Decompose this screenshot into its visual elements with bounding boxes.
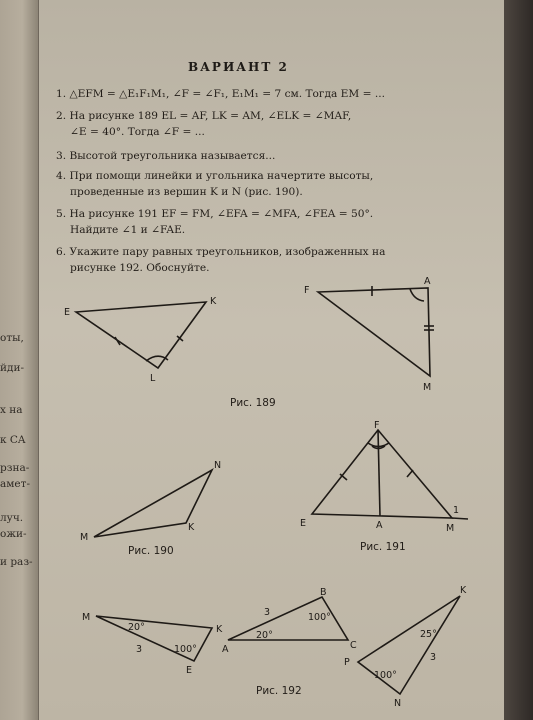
variant-title: ВАРИАНТ 2 [188,60,289,74]
task-text: На рисунке 189 EL = AF, LK = AM, ∠ELK = ∠MAF, [69,110,352,122]
left-fragment: ожи- [0,528,27,540]
angle-100: 100° [174,644,197,655]
left-fragment: х на [0,404,23,416]
label-A: A [424,276,431,287]
left-fragment: и раз- [0,556,33,568]
angle-20: 20° [128,622,145,633]
left-fragment: рзна- [0,462,30,474]
label-L: L [150,373,156,384]
label-K: K [460,585,467,596]
task-text: △EFM = △E₁F₁M₁, ∠F = ∠F₁, E₁M₁ = 7 см. Тогда EM = ... [69,88,385,100]
label-E: E [300,518,307,529]
caption-fig-190: Рис. 190 [128,545,174,557]
label-C: C [350,640,357,651]
label-E: E [186,665,193,676]
label-angle-1: 1 [453,505,460,516]
angle-100: 100° [308,612,331,623]
caption-fig-189: Рис. 189 [230,397,276,409]
left-fragment: к CA [0,434,26,446]
task-text: Высотой треугольника называется... [69,150,276,162]
label-M: M [423,382,432,393]
label-K: K [188,522,195,533]
label-F: F [374,420,380,431]
left-fragment: амет- [0,478,30,490]
task-text: При помощи линейки и угольника начертите высоты, [69,170,374,182]
label-N: N [394,698,402,709]
task-number: 2. [56,110,67,122]
side-3: 3 [430,652,437,663]
label-P: P [344,657,350,668]
label-A: A [222,644,229,655]
label-F: F [304,285,310,296]
label-M: M [446,523,455,534]
label-M: M [80,532,89,543]
task-5-line-2: Найдите ∠1 и ∠FAE. [70,224,186,236]
left-fragment: оты, [0,332,24,344]
task-text: На рисунке 191 EF = FM, ∠EFA = ∠MFA, ∠FEA = 50°. [69,208,374,220]
left-fragment: луч. [0,512,24,524]
task-number: 3. [56,150,67,162]
task-number: 5. [56,208,67,220]
side-3: 3 [264,607,271,618]
task-4-line-2: проведенные из вершин K и N (рис. 190). [70,186,303,198]
label-E: E [64,307,71,318]
label-A: A [376,520,383,531]
task-2-line-2: ∠E = 40°. Тогда ∠F = ... [70,126,205,138]
task-number: 6. [56,246,67,258]
task-6-line-2: рисунке 192. Обоснуйте. [70,262,210,274]
label-B: B [320,587,327,598]
task-text: Укажите пару равных треугольников, изображенных на [69,246,386,258]
label-N: N [214,460,222,471]
angle-100: 100° [374,670,397,681]
side-3: 3 [136,644,143,655]
label-K: K [216,624,223,635]
angle-20: 20° [256,630,273,641]
task-number: 1. [56,88,67,100]
left-fragment: йди- [0,362,25,374]
angle-25: 25° [420,629,437,640]
label-M: M [82,612,91,623]
task-number: 4. [56,170,67,182]
caption-fig-192: Рис. 192 [256,685,302,697]
caption-fig-191: Рис. 191 [360,541,406,553]
label-K: K [210,296,217,307]
